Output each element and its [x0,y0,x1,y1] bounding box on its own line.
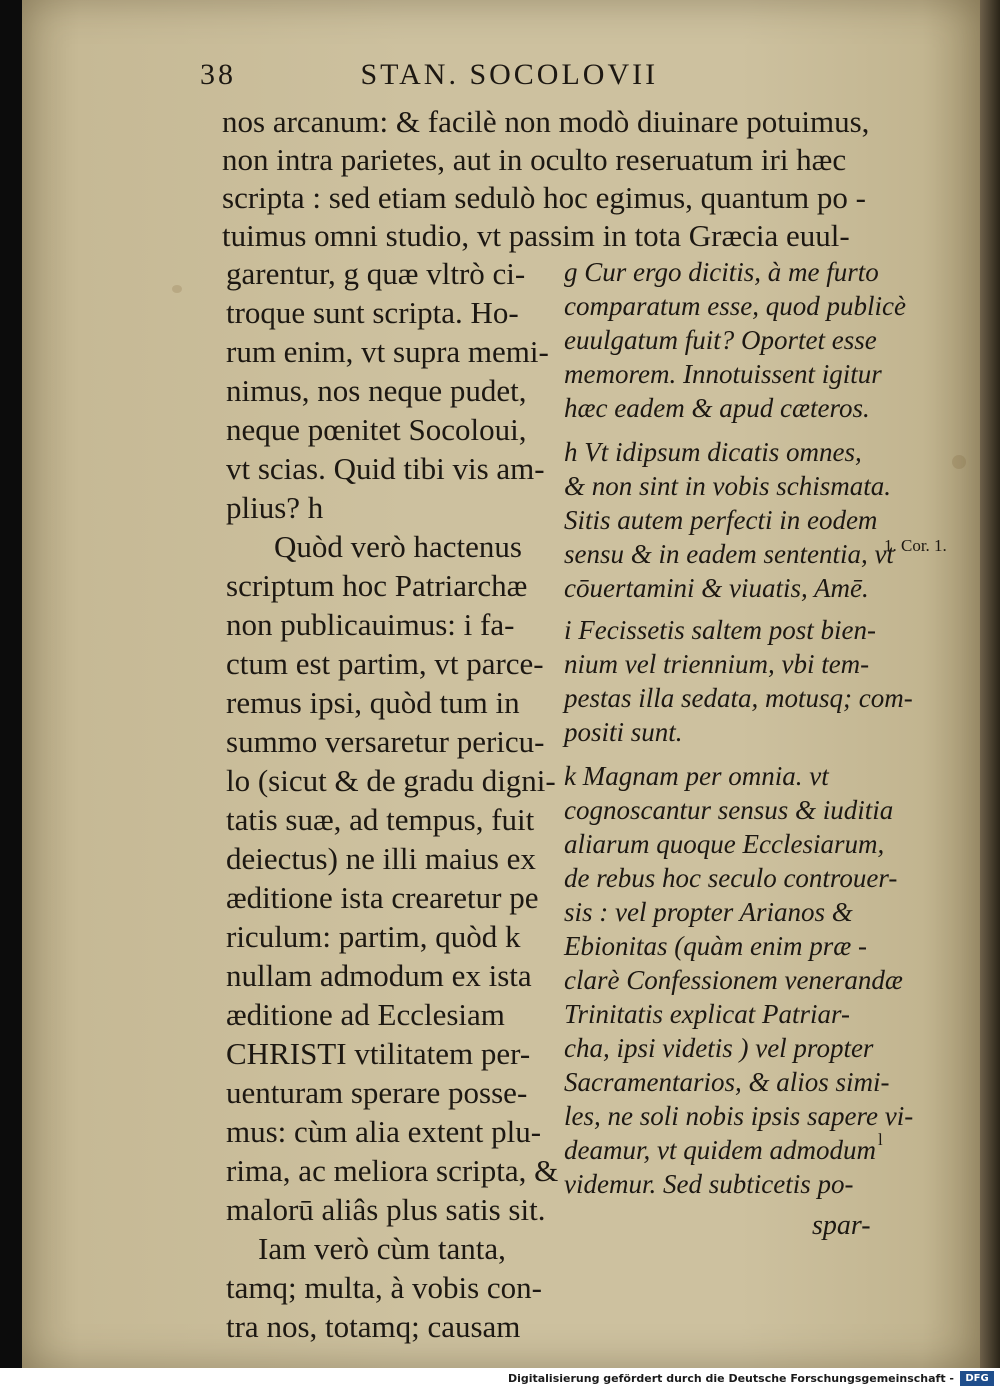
marginal-note-line: videmur. Sed subticetis po- [564,1169,854,1199]
text-line: nullam admodum ex ista [226,958,532,993]
text-line: scriptum hoc Patriarchæ [226,568,528,603]
marginal-note-line: hæc eadem & apud cæteros. [564,393,870,423]
marginal-note-line: aliarum quoque Ecclesiarum, [564,829,885,859]
margin-reference: 1. Cor. 1. [884,536,947,555]
marginal-note-line: cha, ipsi videtis ) vel propter [564,1033,874,1063]
marginal-note-line: & non sint in vobis schismata. [564,471,892,501]
text-line: nos arcanum: & facilè non modò diuinare potuimus, [222,104,870,139]
running-title: STAN. SOCOLOVII [360,58,659,91]
text-line: nimus, nos neque pudet, [226,373,527,408]
marginal-note-line: de rebus hoc seculo controuer- [564,863,898,893]
text-line: tuimus omni studio, vt passim in tota Græcia euul- [222,218,850,253]
marginal-note-line: cognoscantur sensus & iuditia [564,795,894,825]
marginal-note-line: Sacramentarios, & alios simi- [564,1067,890,1097]
footer-credit: Digitalisierung gefördert durch die Deutsche Forschungsgemeinschaft - [507,1372,954,1385]
text-line: plius? h [226,490,324,525]
marginal-note-line: euulgatum fuit? Oportet esse [564,325,877,355]
dfg-logo: DFG [960,1371,994,1386]
ink-stain [952,455,966,469]
marginal-note-line: comparatum esse, quod publicè [564,291,906,321]
text-line: ctum est partim, vt parce- [226,646,544,681]
marginal-note-line: nium vel triennium, vbi tem- [564,649,870,679]
marginal-note-line: h Vt idipsum dicatis omnes, [564,437,862,467]
text-line: rima, ac meliora scripta, & [226,1153,559,1188]
text-line: scripta : sed etiam sedulò hoc egimus, quantum po - [222,180,866,215]
text-line: tatis suæ, ad tempus, fuit [226,802,535,837]
text-line: æditione ad Ecclesiam [226,997,505,1032]
text-line: CHRISTI vtilitatem per- [226,1036,531,1071]
text-line: deiectus) ne illi maius ex [226,841,536,876]
text-line: garentur, g quæ vltrò ci- [226,256,526,291]
marginal-note-line: sis : vel propter Arianos & [564,897,853,927]
page-edge [980,0,1000,1368]
marginal-note-line: positi sunt. [564,717,683,747]
text-line: lo (sicut & de gradu digni- [226,763,556,798]
text-line: tra nos, totamq; causam [226,1309,521,1344]
marginal-note-line: memorem. Innotuissent igitur [564,359,882,389]
text-line: rum enim, vt supra memi- [226,334,549,369]
text-line: neque pœnitet Socoloui, [226,412,527,447]
text-line: remus ipsi, quòd tum in [226,685,520,720]
marginal-note-line: k Magnam per omnia. vt [564,761,829,791]
running-head [200,58,900,92]
marginal-note-line: les, ne soli nobis ipsis sapere vi- [564,1101,914,1131]
text-line: summo versaretur pericu- [226,724,545,759]
text-line: Iam verò cùm tanta, [258,1231,506,1266]
footer-bar [0,1368,1000,1390]
marginal-note-line: deamur, vt quidem admodum [564,1135,876,1165]
book-page [22,0,980,1368]
margin-mark: l [878,1130,883,1149]
marginal-note-line: Trinitatis explicat Patriar- [564,999,850,1029]
marginal-note-line: i Fecissetis saltem post bien- [564,615,876,645]
page-number: 38 [200,58,236,91]
marginal-note-line: Ebionitas (quàm enim præ - [564,931,867,961]
marginal-note-line: sensu & in eadem sententia, vt [564,539,894,569]
marginal-note-line: g Cur ergo dicitis, à me furto [564,257,879,287]
text-line: riculum: partim, quòd k [226,919,521,954]
text-line: non publicauimus: i fa- [226,607,515,642]
ink-stain [172,285,182,293]
text-line: uenturam sperare posse- [226,1075,528,1110]
catchword: spar- [812,1210,871,1241]
text-line: tamq; multa, à vobis con- [226,1270,542,1305]
marginal-note-line: Sitis autem perfecti in eodem [564,505,878,535]
text-line: vt scias. Quid tibi vis am- [226,451,545,486]
marginal-note-line: clarè Confessionem venerandæ [564,965,903,995]
text-line: Quòd verò hactenus [274,529,522,564]
marginal-note-line: cōuertamini & viuatis, Amē. [564,573,869,603]
text-line: mus: cùm alia extent plu- [226,1114,542,1149]
text-line: æditione ista crearetur pe [226,880,539,915]
marginal-note-line: pestas illa sedata, motusq; com- [564,683,913,713]
text-line: troque sunt scripta. Ho- [226,295,519,330]
text-line: malorū aliâs plus satis sit. [226,1192,546,1227]
text-line: non intra parietes, aut in oculto reseruatum iri hæc [222,142,847,177]
